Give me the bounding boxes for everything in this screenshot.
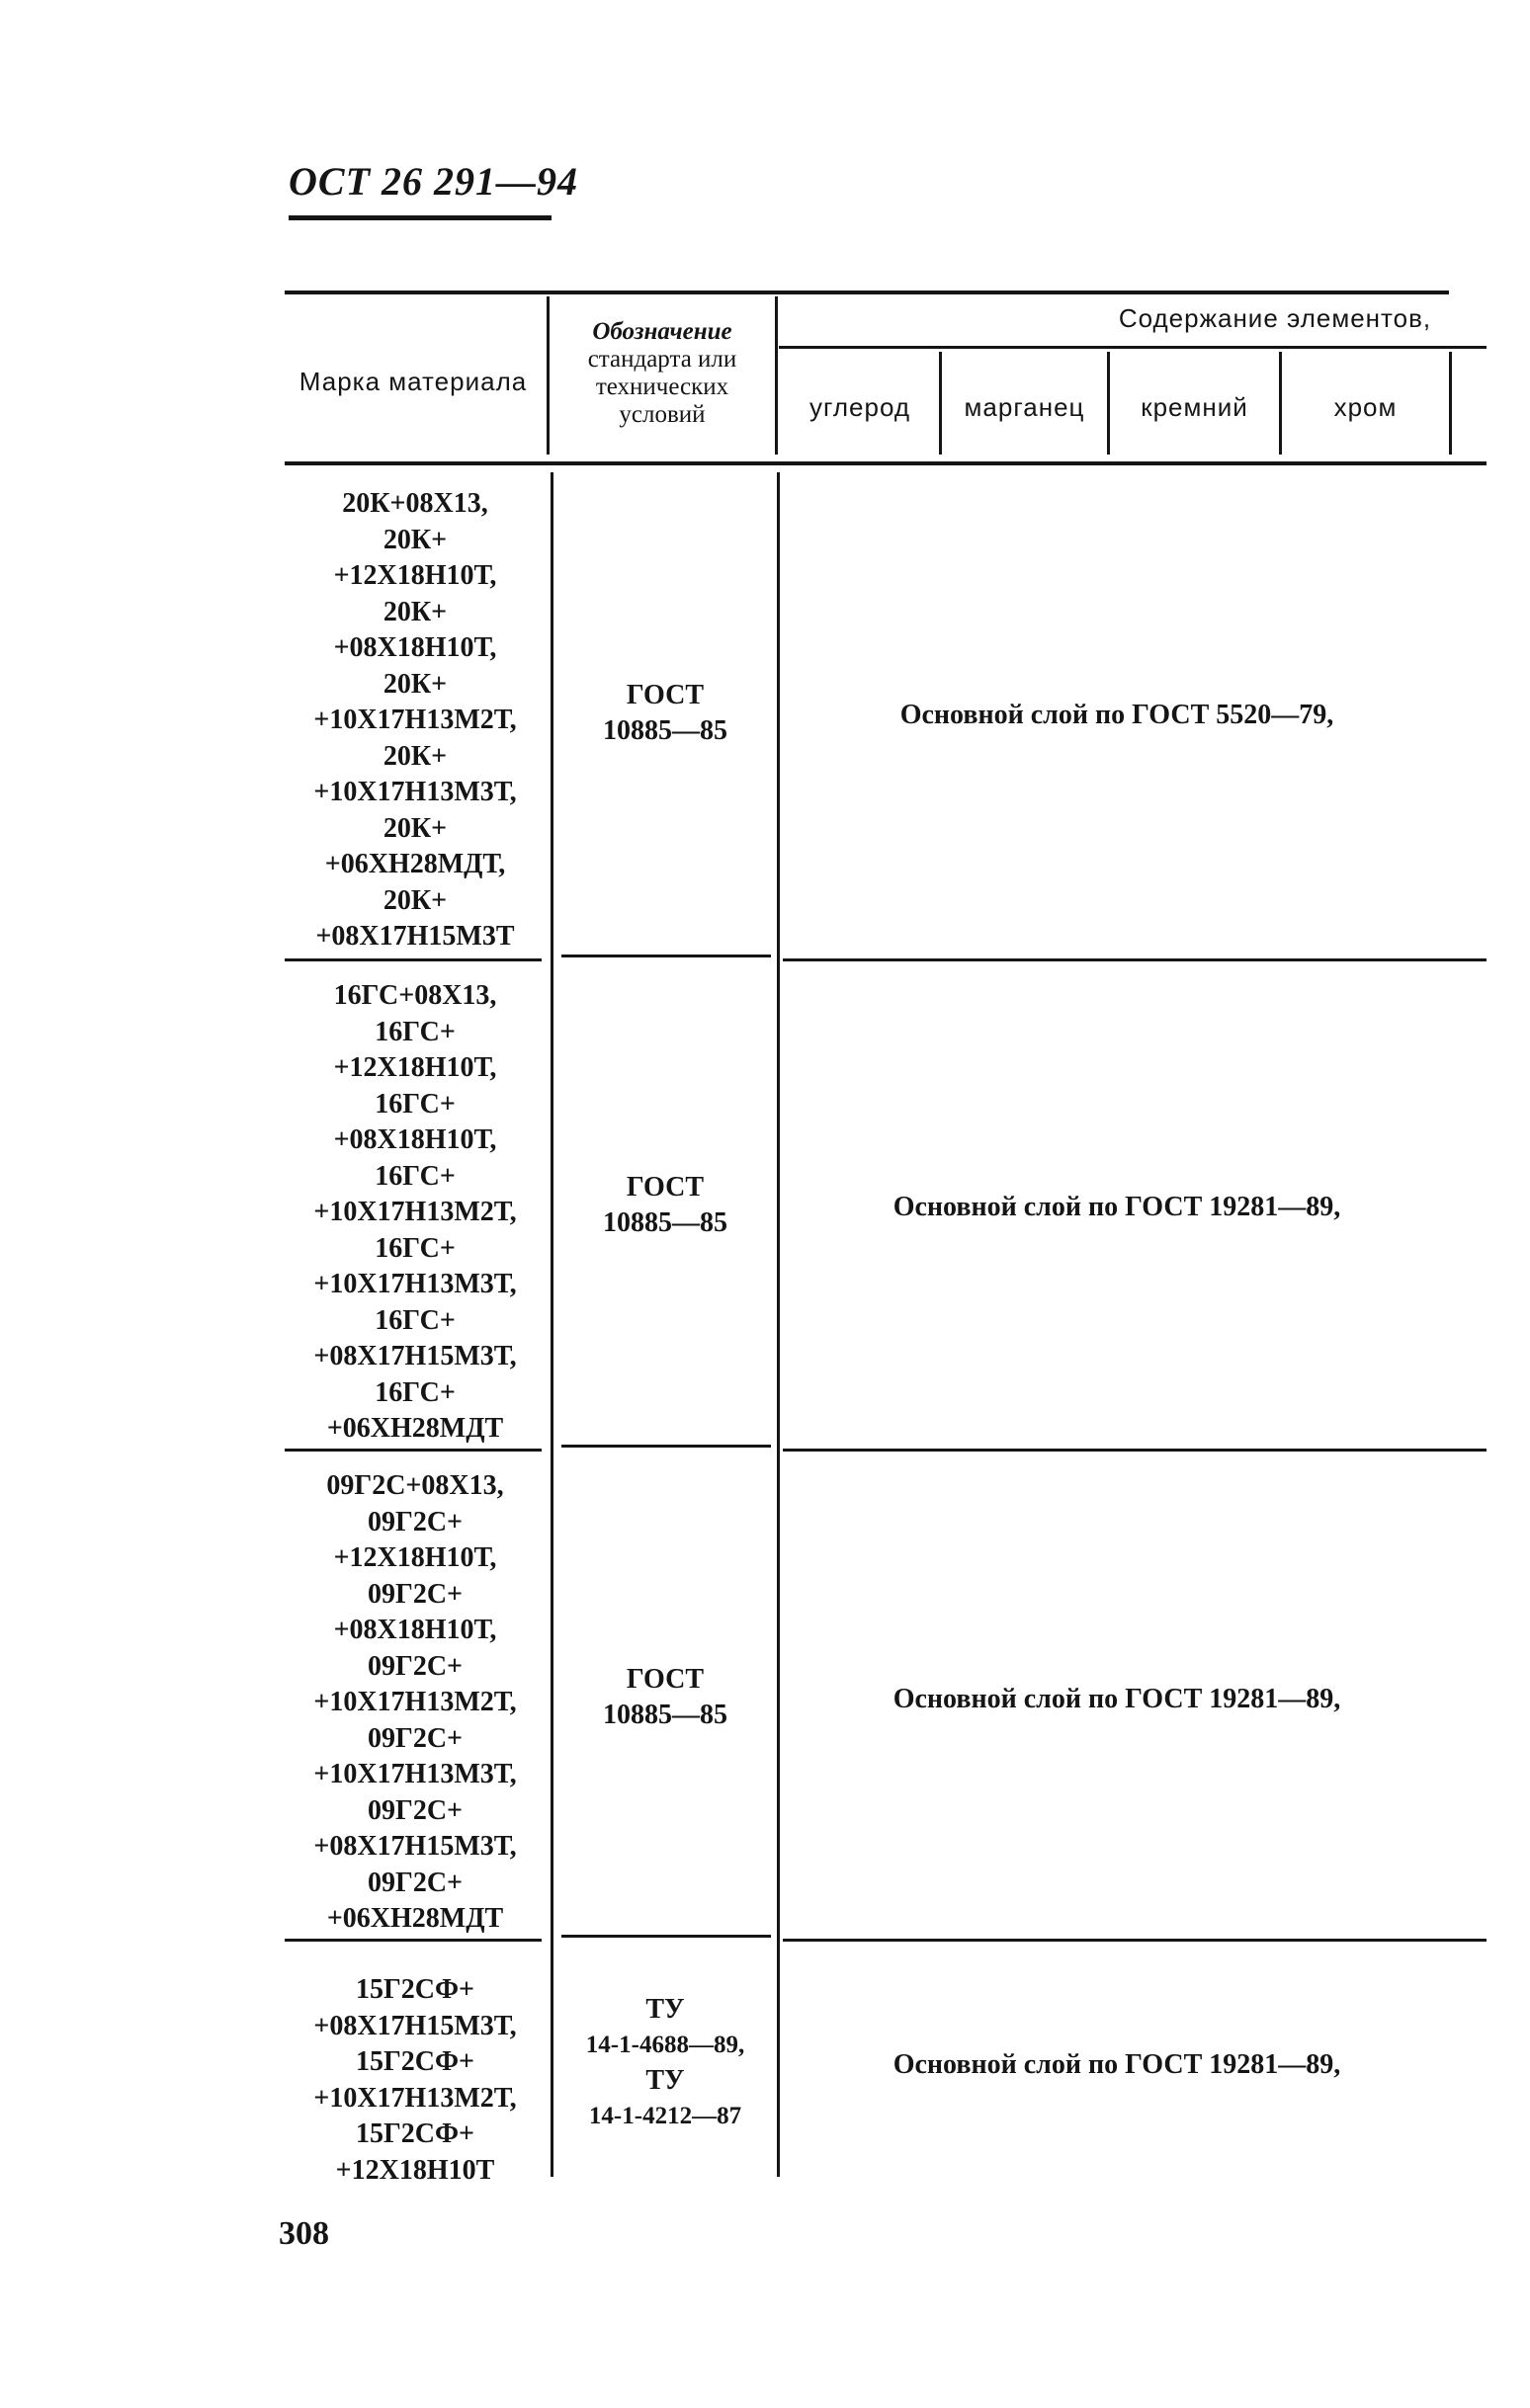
row-2-standard — [553, 1170, 777, 1241]
grade-line: +10Х17Н13М3Т, — [313, 1759, 517, 1789]
standard-line: ГОСТ — [626, 1172, 705, 1203]
row-1-grades — [281, 486, 550, 955]
row-separator-1 — [285, 958, 542, 961]
element-divider-4 — [1449, 352, 1452, 455]
header-material-grade: Марка материала — [298, 367, 528, 396]
standard-line: ГОСТ — [626, 1664, 705, 1695]
grade-line: 09Г2С+ — [368, 1722, 463, 1754]
grade-line: 09Г2С+ — [368, 1867, 463, 1898]
grade-line: +08Х17Н15М3Т, — [313, 1341, 517, 1371]
grade-line: +10Х17Н13М3Т, — [313, 777, 517, 807]
row-3-standard — [553, 1662, 777, 1733]
standard-line: ТУ — [645, 2065, 685, 2096]
row-4-grades — [281, 1972, 550, 2189]
grade-line: +10Х17Н13М2Т, — [313, 1687, 517, 1717]
row-1-standard — [553, 678, 777, 749]
standard-line: 10885—85 — [603, 1207, 727, 1238]
row-3-note: Основной слой по ГОСТ 19281—89, — [892, 1684, 1341, 1714]
elements-subheader-rule — [779, 346, 1487, 349]
grade-line: 09Г2С+ — [368, 1794, 463, 1826]
header-standard-line: стандарта или — [587, 346, 737, 373]
grade-line: +08Х17Н15М3Т — [315, 921, 515, 952]
header-element-manganese: марганец — [964, 392, 1085, 422]
header-standard-line: условий — [619, 401, 706, 428]
header-standard-line: технических — [595, 374, 729, 400]
grade-line: 20К+ — [382, 884, 448, 916]
grade-line: +12Х18Н10Т — [335, 2154, 495, 2186]
column-divider-2 — [775, 296, 778, 455]
grade-line: 16ГС+08Х13, — [333, 980, 497, 1011]
page-number: 308 — [279, 2215, 329, 2252]
grade-line: +06ХН28МДТ — [326, 1903, 504, 1934]
header-bottom-rule — [285, 461, 1487, 465]
grade-line: 15Г2СФ+ — [355, 2118, 475, 2149]
grade-line: 20К+ — [382, 596, 448, 627]
grade-line: 16ГС+ — [375, 1160, 456, 1192]
grade-line: +08Х18Н10Т, — [333, 1124, 497, 1155]
standard-line: ГОСТ — [626, 680, 705, 710]
row-separator-2 — [561, 1445, 771, 1448]
grade-line: 20К+ — [382, 740, 448, 772]
grade-line: 09Г2С+ — [368, 1506, 463, 1537]
document-code-underline — [289, 215, 552, 220]
grade-line: 20К+ — [382, 524, 448, 555]
row-separator-3 — [561, 1935, 771, 1938]
grade-line: +10Х17Н13М2Т, — [313, 705, 517, 735]
table-top-rule — [285, 291, 1449, 294]
row-separator-2 — [783, 1449, 1487, 1452]
header-standard — [550, 318, 775, 429]
header-standard-line: Обозначение — [592, 318, 732, 345]
grade-line: +06ХН28МДТ — [326, 1413, 504, 1444]
standard-line: 14-1-4212—87 — [588, 2103, 742, 2129]
grade-line: +08Х17Н15М3Т, — [313, 2010, 517, 2041]
row-separator-3 — [285, 1939, 542, 1942]
grade-line: +12Х18Н10Т, — [333, 560, 497, 591]
grade-line: +08Х18Н10Т, — [333, 1615, 497, 1645]
grade-line: 20К+ — [382, 812, 448, 844]
row-1-note: Основной слой по ГОСТ 5520—79, — [899, 700, 1334, 730]
grade-line: 16ГС+ — [375, 1232, 456, 1264]
row-2-note: Основной слой по ГОСТ 19281—89, — [892, 1192, 1341, 1222]
grade-line: 16ГС+ — [375, 1016, 456, 1047]
body-column-divider-2 — [777, 472, 780, 2177]
grade-line: 15Г2СФ+ — [355, 1974, 475, 2005]
header-element-chromium: хром — [1333, 392, 1398, 422]
standard-line: 10885—85 — [603, 715, 727, 746]
grade-line: +10Х17Н13М3Т, — [313, 1269, 517, 1299]
row-3-grades — [281, 1468, 550, 1938]
grade-line: 16ГС+ — [375, 1304, 456, 1336]
grade-line: 16ГС+ — [375, 1088, 456, 1120]
standard-line: ТУ — [645, 1994, 685, 2025]
grade-line: +12Х18Н10Т, — [333, 1052, 497, 1083]
grade-line: +08Х17Н15М3Т, — [313, 1831, 517, 1862]
header-element-carbon: углерод — [808, 392, 911, 422]
row-2-grades — [281, 978, 550, 1448]
grade-line: +08Х18Н10Т, — [333, 632, 497, 663]
header-elements-content: Содержание элементов, — [1118, 303, 1432, 333]
header-element-silicon: кремний — [1141, 392, 1248, 422]
grade-line: 20К+08Х13, — [342, 488, 488, 519]
row-4-note: Основной слой по ГОСТ 19281—89, — [892, 2049, 1341, 2080]
grade-line: 09Г2С+ — [368, 1578, 463, 1610]
grade-line: +10Х17Н13М2Т, — [313, 2082, 517, 2114]
grade-line: +06ХН28МДТ, — [324, 849, 506, 879]
grade-line: 15Г2СФ+ — [355, 2046, 475, 2077]
grade-line: 09Г2С+08Х13, — [326, 1470, 504, 1501]
row-separator-3 — [783, 1939, 1487, 1942]
row-separator-1 — [561, 955, 771, 957]
grade-line: +12Х18Н10Т, — [333, 1542, 497, 1573]
grade-line: 09Г2С+ — [368, 1650, 463, 1682]
grade-line: 20К+ — [382, 668, 448, 700]
standard-line: 10885—85 — [603, 1700, 727, 1730]
row-separator-1 — [783, 958, 1487, 961]
standard-line: 14-1-4688—89, — [585, 2032, 745, 2058]
document-code: ОСТ 26 291—94 — [289, 159, 578, 204]
row-separator-2 — [285, 1449, 542, 1452]
row-4-standard — [553, 1992, 777, 2134]
grade-line: 16ГС+ — [375, 1376, 456, 1408]
grade-line: +10Х17Н13М2Т, — [313, 1197, 517, 1227]
